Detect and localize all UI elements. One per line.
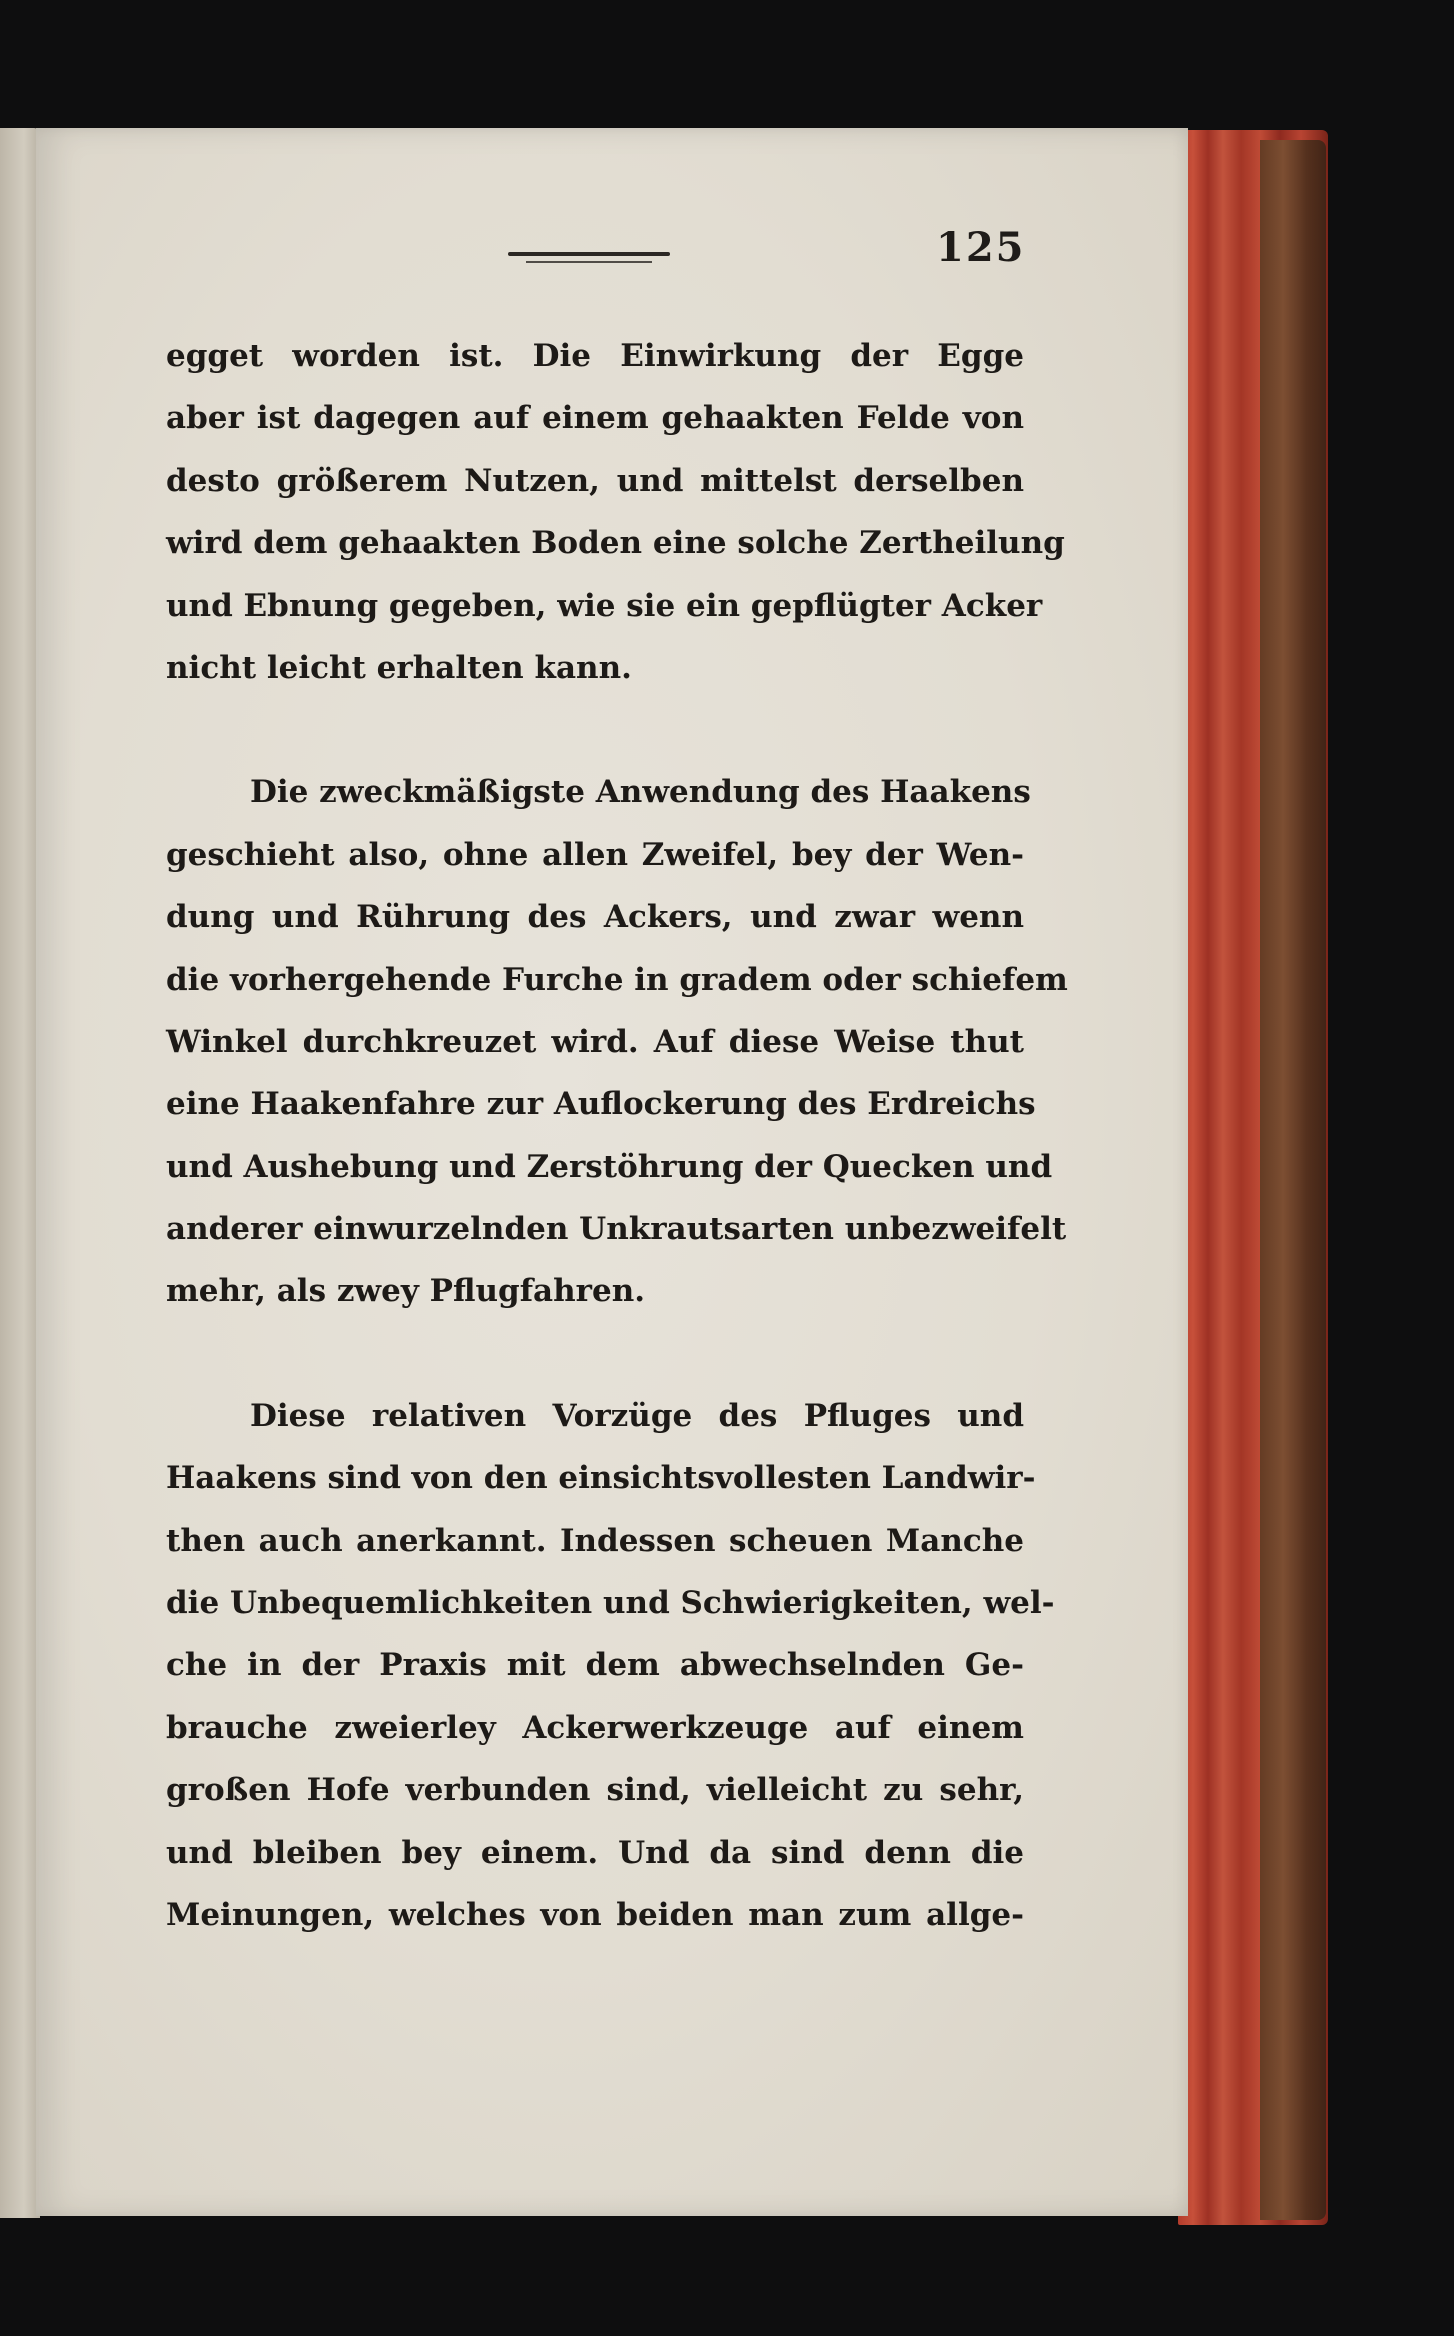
- text-line: then auch anerkannt. Indessen scheuen Manche: [166, 1522, 1024, 1559]
- page-text: [166, 325, 1068, 1946]
- text-line: großen Hofe verbunden sind, vielleicht zu sehr,: [166, 1772, 1024, 1809]
- text-line: brauche zweierley Ackerwerkzeuge auf einem: [166, 1709, 1024, 1746]
- left-facing-page: [0, 128, 40, 2218]
- text-line: Diese relativen Vorzüge des Pfluges und: [250, 1397, 1024, 1434]
- book-cover-edge: [1260, 140, 1326, 2220]
- text-line: eine Haakenfahre zur Auflockerung des Erdreichs: [166, 1086, 1036, 1123]
- paragraph: [166, 761, 1068, 1323]
- paragraph: [166, 325, 1065, 699]
- text-line: desto größerem Nutzen, und mittelst derselben: [166, 462, 1024, 499]
- text-line: und bleiben bey einem. Und da sind denn die: [166, 1834, 1024, 1871]
- text-line: und Ebnung gegeben, wie sie ein gepflügter Acker: [166, 587, 1043, 624]
- text-line: dung und Rührung des Ackers, und zwar wenn: [166, 899, 1024, 936]
- text-line: geschieht also, ohne allen Zweifel, bey der Wen-: [166, 836, 1024, 873]
- paragraph: [166, 1385, 1055, 1947]
- text-line: egget worden ist. Die Einwirkung der Egge: [166, 338, 1024, 374]
- text-line: die vorhergehende Furche in gradem oder schiefem: [166, 961, 1068, 998]
- text-line: wird dem gehaakten Boden eine solche Zertheilung: [166, 525, 1065, 562]
- page-number: 125: [936, 224, 1026, 271]
- text-line: che in der Praxis mit dem abwechselnden Ge-: [166, 1647, 1024, 1684]
- text-line: Haakens sind von den einsichtsvollesten Landwir-: [166, 1460, 1036, 1497]
- text-line: aber ist dagegen auf einem gehaakten Felde von: [166, 400, 1024, 437]
- text-line: und Aushebung und Zerstöhrung der Quecken und: [166, 1148, 1053, 1185]
- text-line: die Unbequemlichkeiten und Schwierigkeiten, wel-: [166, 1585, 1055, 1622]
- text-line: Winkel durchkreuzet wird. Auf diese Weise thut: [166, 1023, 1024, 1060]
- text-line: Meinungen, welches von beiden man zum allge-: [166, 1896, 1024, 1933]
- text-line: mehr, als zwey Pflugfahren.: [166, 1273, 646, 1310]
- header-ornament-rule: [508, 252, 670, 256]
- text-line: nicht leicht erhalten kann.: [166, 649, 632, 686]
- text-line: anderer einwurzelnden Unkrautsarten unbezweifelt: [166, 1211, 1067, 1248]
- text-line: Die zweckmäßigste Anwendung des Haakens: [250, 774, 1031, 811]
